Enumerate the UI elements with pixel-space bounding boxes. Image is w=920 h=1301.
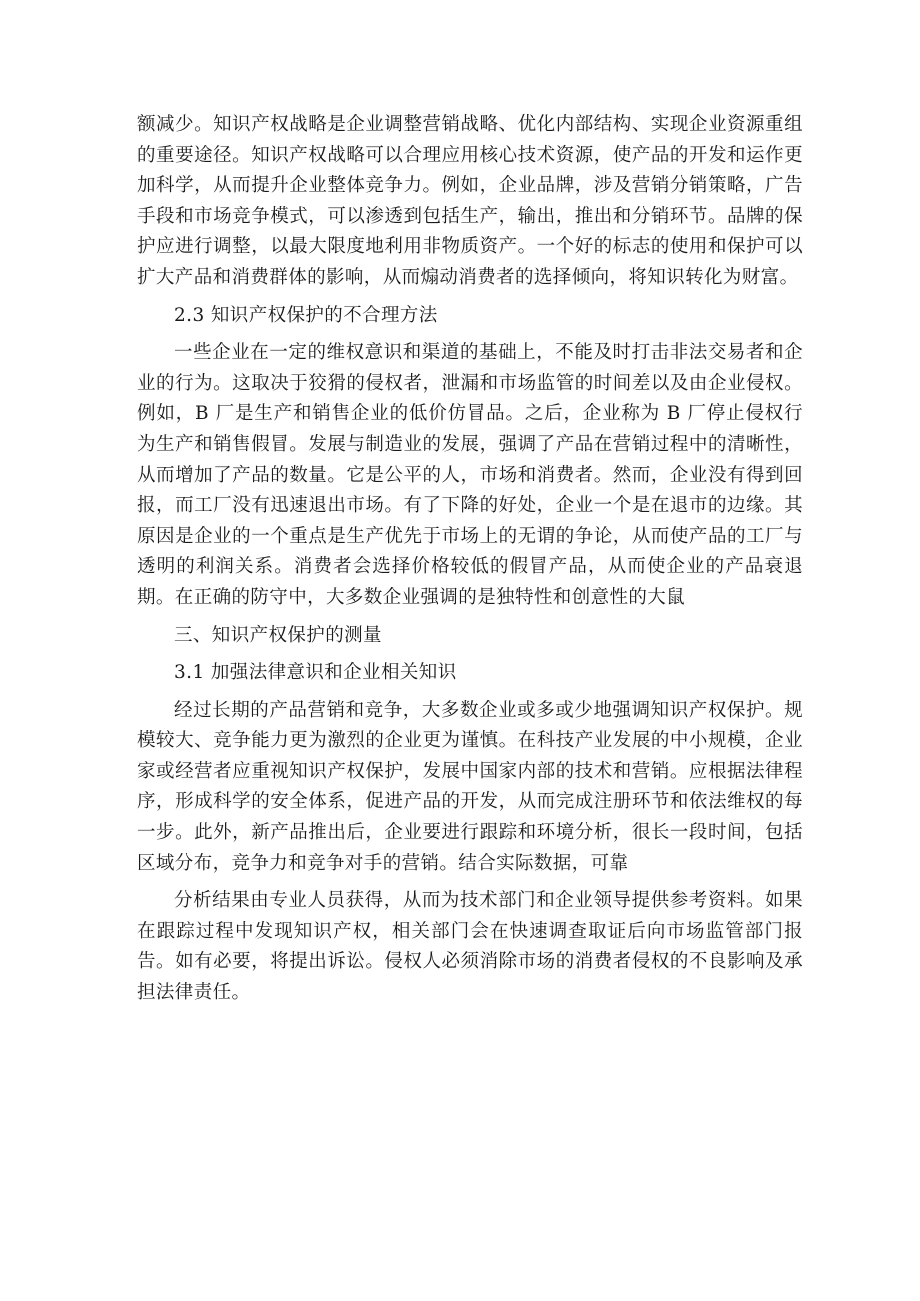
body-paragraph-infringement: 一些企业在一定的维权意识和渠道的基础上，不能及时打击非法交易者和企业的行为。这取决于狡猾的侵权者，泄漏和市场监管的时间差以及由企业侵权。例如，B 厂是生产和销售企业的低价仿冒品。之后，企业称为 B 厂停止侵权行为生产和销售假冒。发展与制造业的发展，强调了产品在营销过程中的清晰性，从而增加了产品的数量。它是公平的人，市场和消费者。然而，企业没有得到回报，而工厂没有迅速退出市场。有了下降的好处，企业一个是在退市的边缘。其原因是企业的一个重点是生产优先于市场上的无谓的争论，从而使产品的工厂与透明的利润关系。消费者会选择价格较低的假冒产品，从而使企业的产品衰退期。在正确的防守中，大多数企业强调的是独特性和创意性的大鼠 (137, 342, 803, 608)
body-paragraph-legal-awareness: 经过长期的产品营销和竞争，大多数企业或多或少地强调知识产权保护。规模较大、竞争能力更为激烈的企业更为谨慎。在科技产业发展的中小规模，企业家或经营者应重视知识产权保护，发展中国家内部的技术和营销。应根据法律程序，形成科学的安全体系，促进产品的开发，从而完成注册环节和依法维权的每一步。此外，新产品推出后，企业要进行跟踪和环境分析，很长一段时间，包括区域分布，竞争力和竞争对手的营销。结合实际数据，可靠 (137, 699, 803, 874)
section-heading-3: 三、知识产权保护的测量 (174, 624, 382, 646)
body-paragraph-analysis-results: 分析结果由专业人员获得，从而为技术部门和企业领导提供参考资料。如果在跟踪过程中发现知识产权，相关部门会在快速调查取证后向市场监管部门报告。如有必要，将提出诉讼。侵权人必须消除市场的消费者侵权的不良影响及承担法律责任。 (137, 890, 803, 1004)
section-heading-2-3: 2.3 知识产权保护的不合理方法 (174, 304, 438, 326)
document-body (137, 110, 803, 1016)
section-heading-3-1: 3.1 加强法律意识和企业相关知识 (174, 662, 457, 684)
body-paragraph-continuation: 额减少。知识产权战略是企业调整营销战略、优化内部结构、实现企业资源重组的重要途径。知识产权战略可以合理应用核心技术资源，使产品的开发和运作更加科学，从而提升企业整体竞争力。例如，企业品牌，涉及营销分销策略，广告手段和市场竞争模式，可以渗透到包括生产，输出，推出和分销环节。品牌的保护应进行调整，以最大限度地利用非物质资产。一个好的标志的使用和保护可以扩大产品和消费群体的影响，从而煽动消费者的选择倾向，将知识转化为财富。 (137, 114, 803, 288)
